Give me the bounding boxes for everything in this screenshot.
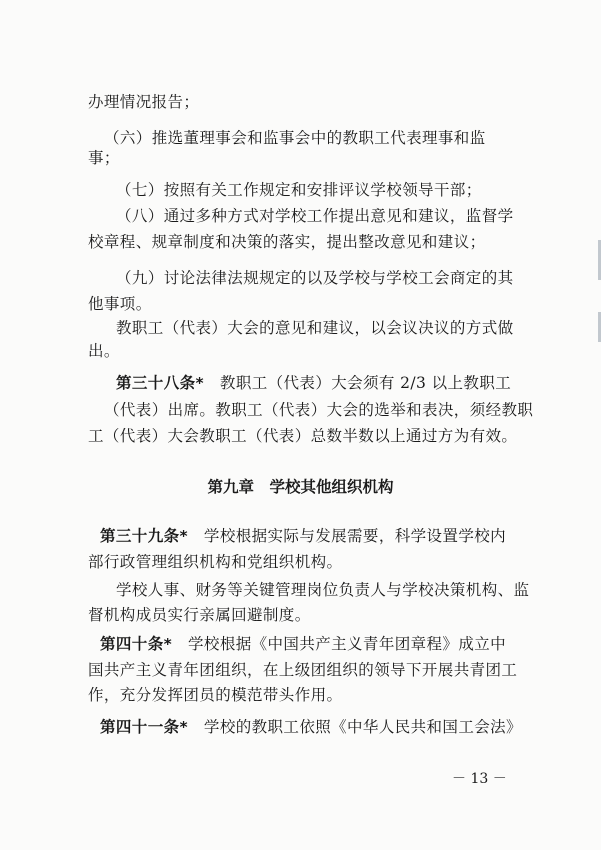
chapter-heading: 第九章 学校其他组织机构: [207, 478, 394, 496]
text-line: 部行政管理组织机构和党组织机构。: [88, 553, 343, 571]
article-38-text: 教职工（代表）大会须有 2/3 以上教职工: [219, 374, 512, 392]
text-line: （七）按照有关工作规定和安排评议学校领导干部；: [116, 181, 482, 199]
article-38-line: [116, 373, 511, 393]
text-line: 办理情况报告；: [88, 93, 200, 111]
text-line: （代表）出席。教职工（代表）大会的选举和表决，须经教职: [104, 401, 534, 419]
article-40-label: 第四十条*: [100, 635, 173, 653]
text-line: 学校人事、财务等关键管理岗位负责人与学校决策机构、监: [116, 581, 530, 599]
text-line: （八）通过多种方式对学校工作提出意见和建议，监督学: [116, 207, 514, 225]
article-41-line: [100, 717, 522, 737]
article-39-text: 学校根据实际与发展需要，科学设置学校内: [203, 527, 507, 545]
article-39-line: [100, 526, 506, 546]
text-line: 教职工（代表）大会的意见和建议，以会议决议的方式做: [116, 319, 514, 337]
text-line: 工（代表）大会教职工（代表）总数半数以上通过方为有效。: [88, 427, 518, 445]
article-38-label: 第三十八条*: [116, 374, 205, 392]
text-line: 督机构成员实行亲属回避制度。: [88, 606, 311, 624]
text-line: 出。: [88, 342, 120, 360]
article-40-text: 学校根据《中国共产主义青年团章程》成立中: [188, 635, 507, 653]
article-40-line: [100, 634, 506, 654]
article-41-text: 学校的教职工依照《中华人民共和国工会法》: [203, 718, 522, 736]
text-line: 事；: [88, 149, 120, 167]
article-39-label: 第三十九条*: [100, 527, 189, 545]
text-line: 作，充分发挥团员的模范带头作用。: [88, 686, 343, 704]
page-number: － 13 －: [452, 771, 507, 787]
text-line: （六）推选董理事会和监事会中的教职工代表理事和监: [104, 129, 486, 147]
text-line: （九）讨论法律法规规定的以及学校与学校工会商定的其: [116, 269, 514, 287]
text-line: 国共产主义青年团组织，在上级团组织的领导下开展共青团工: [88, 661, 518, 679]
article-41-label: 第四十一条*: [100, 718, 189, 736]
text-line: 他事项。: [88, 295, 152, 313]
text-line: 校章程、规章制度和决策的落实，提出整改意见和建议；: [88, 233, 486, 251]
